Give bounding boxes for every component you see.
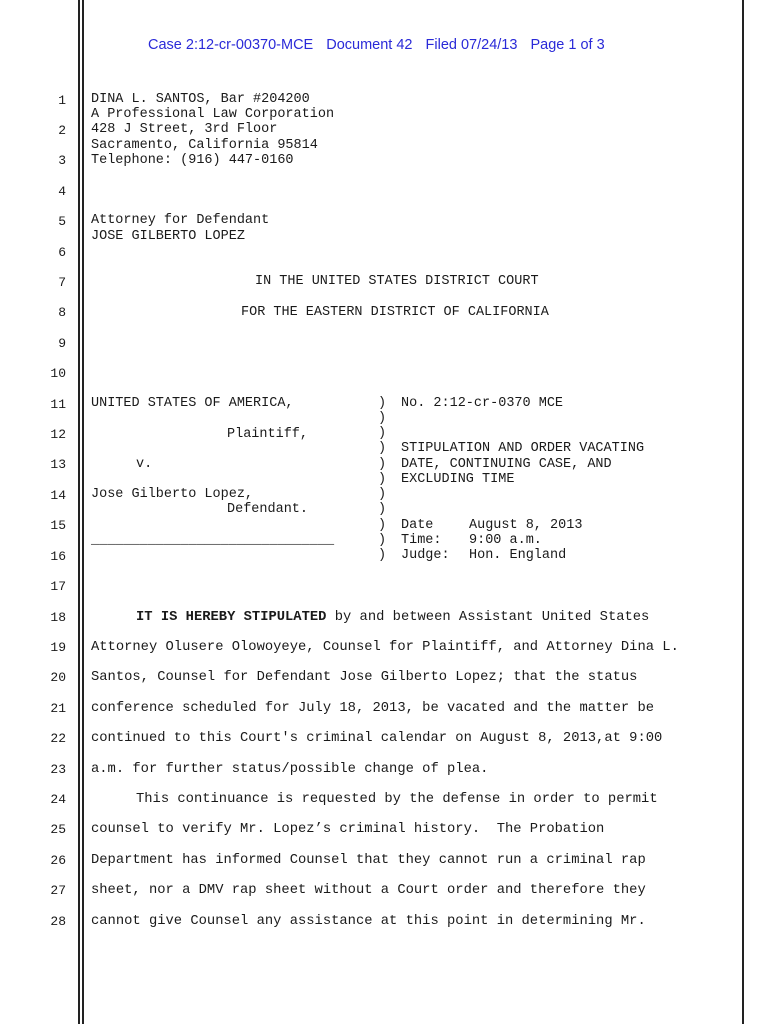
body-line-28: cannot give Counsel any assistance at this point in determining Mr. xyxy=(91,914,646,929)
line-number: 1 xyxy=(58,93,66,108)
caption-paren: ) xyxy=(378,441,387,456)
document-number-stamp: Document 42 xyxy=(326,37,413,53)
stipulated-heading: IT IS HEREBY STIPULATED xyxy=(136,610,327,625)
caption-paren: ) xyxy=(378,502,387,517)
firm-city: Sacramento, California 95814 xyxy=(91,138,318,153)
line-number: 2 xyxy=(58,123,66,138)
court-heading-line2: FOR THE EASTERN DISTRICT OF CALIFORNIA xyxy=(241,305,549,320)
line-number: 4 xyxy=(58,184,66,199)
caption-paren: ) xyxy=(378,487,387,502)
client-name: JOSE GILBERTO LOPEZ xyxy=(91,229,245,244)
plaintiff-name: UNITED STATES OF AMERICA, xyxy=(91,396,294,411)
case-number-stamp: Case 2:12-cr-00370-MCE xyxy=(148,37,314,53)
body-line-27: sheet, nor a DMV rap sheet without a Court order and therefore they xyxy=(91,883,646,898)
caption-paren: ) xyxy=(378,472,387,487)
document-title-line3: EXCLUDING TIME xyxy=(401,472,515,487)
firm-name: A Professional Law Corporation xyxy=(91,107,335,122)
line-number: 15 xyxy=(50,518,66,533)
line-number: 9 xyxy=(58,336,66,351)
page-count-stamp: Page 1 of 3 xyxy=(530,37,605,53)
caption-paren: ) xyxy=(378,457,387,472)
left-margin-rule-inner xyxy=(82,0,84,1024)
caption-paren: ) xyxy=(378,411,387,426)
line-number: 11 xyxy=(50,397,66,412)
versus: v. xyxy=(136,457,153,472)
left-margin-rule-outer xyxy=(78,0,80,1024)
line-number: 27 xyxy=(50,883,66,898)
firm-street: 428 J Street, 3rd Floor xyxy=(91,122,278,137)
line-number: 3 xyxy=(58,153,66,168)
line-number: 7 xyxy=(58,275,66,290)
body-line-18 xyxy=(136,610,649,625)
caption-paren: ) xyxy=(378,548,387,563)
line-number: 12 xyxy=(50,427,66,442)
line-number: 22 xyxy=(50,731,66,746)
line-number: 6 xyxy=(58,245,66,260)
body-line-19: Attorney Olusere Olowoyeye, Counsel for Plaintiff, and Attorney Dina L. xyxy=(91,640,679,655)
line-number: 21 xyxy=(50,701,66,716)
court-heading-line1: IN THE UNITED STATES DISTRICT COURT xyxy=(255,274,539,289)
body-line-20: Santos, Counsel for Defendant Jose Gilberto Lopez; that the status xyxy=(91,670,638,685)
line-number: 14 xyxy=(50,488,66,503)
body-line-26: Department has informed Counsel that they cannot run a criminal rap xyxy=(91,853,646,868)
hearing-date-label: Date xyxy=(401,518,434,533)
plaintiff-role: Plaintiff, xyxy=(227,427,309,442)
hearing-time-value: 9:00 a.m. xyxy=(469,533,542,548)
line-number: 19 xyxy=(50,640,66,655)
defendant-role: Defendant. xyxy=(227,502,309,517)
document-title-line1: STIPULATION AND ORDER VACATING xyxy=(401,441,645,456)
caption-paren: ) xyxy=(378,426,387,441)
firm-telephone: Telephone: (916) 447-0160 xyxy=(91,153,294,168)
line-number: 8 xyxy=(58,305,66,320)
filed-date-stamp: Filed 07/24/13 xyxy=(425,37,518,53)
case-number: No. 2:12-cr-0370 MCE xyxy=(401,396,564,411)
caption-paren: ) xyxy=(378,533,387,548)
document-title-line2: DATE, CONTINUING CASE, AND xyxy=(401,457,612,472)
judge-label: Judge: xyxy=(401,548,450,563)
right-margin-rule xyxy=(742,0,744,1024)
caption-paren: ) xyxy=(378,518,387,533)
judge-value: Hon. England xyxy=(469,548,567,563)
hearing-time-label: Time: xyxy=(401,533,442,548)
line-number: 20 xyxy=(50,670,66,685)
line-number: 10 xyxy=(50,366,66,381)
body-text: by and between Assistant United States xyxy=(326,610,650,625)
line-number: 28 xyxy=(50,914,66,929)
line-number: 18 xyxy=(50,610,66,625)
body-line-22: continued to this Court's criminal calendar on August 8, 2013,at 9:00 xyxy=(91,731,663,746)
line-number: 24 xyxy=(50,792,66,807)
caption-paren: ) xyxy=(378,396,387,411)
line-number: 17 xyxy=(50,579,66,594)
line-number: 26 xyxy=(50,853,66,868)
body-line-25: counsel to verify Mr. Lopez’s criminal history. The Probation xyxy=(91,822,605,837)
line-number: 25 xyxy=(50,822,66,837)
body-line-21: conference scheduled for July 18, 2013, be vacated and the matter be xyxy=(91,701,655,716)
line-number: 23 xyxy=(50,762,66,777)
attorney-for-label: Attorney for Defendant xyxy=(91,213,270,228)
attorney-name: DINA L. SANTOS, Bar #204200 xyxy=(91,92,310,107)
line-number: 16 xyxy=(50,549,66,564)
line-number: 13 xyxy=(50,457,66,472)
defendant-name: Jose Gilberto Lopez, xyxy=(91,487,254,502)
body-line-24: This continuance is requested by the defense in order to permit xyxy=(136,792,658,807)
body-line-23: a.m. for further status/possible change of plea. xyxy=(91,762,489,777)
caption-underline: ______________________________ xyxy=(91,533,335,548)
line-number: 5 xyxy=(58,214,66,229)
hearing-date-value: August 8, 2013 xyxy=(469,518,583,533)
ecf-header-stamp xyxy=(148,37,614,53)
